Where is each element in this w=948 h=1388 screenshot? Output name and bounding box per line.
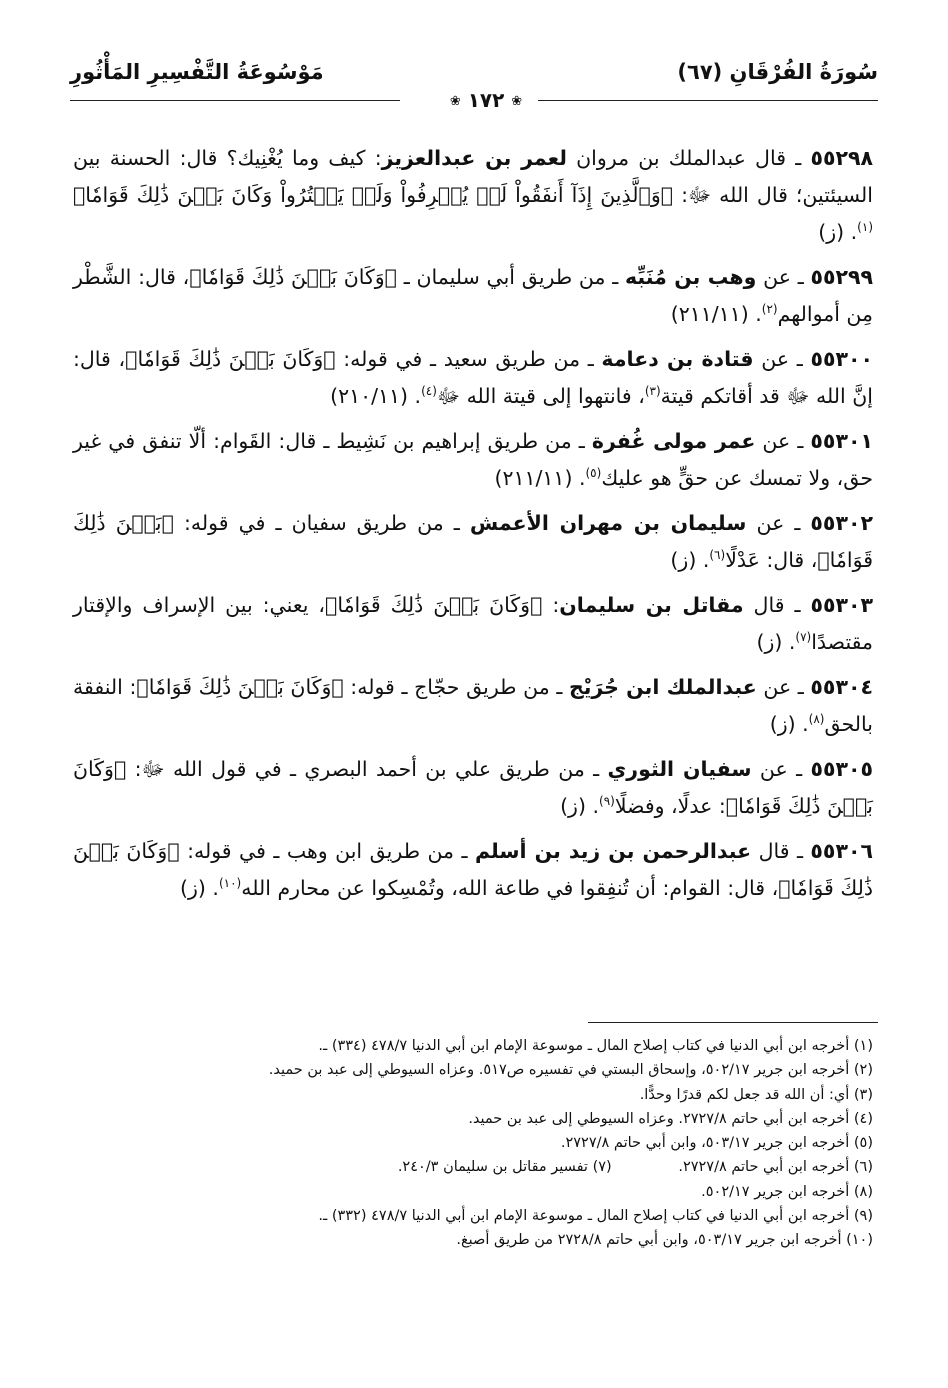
page-number: ١٧٢ <box>467 88 505 112</box>
footnote: (٢) أخرجه ابن جرير ٥٠٢/١٧، وإسحاق البستي في تفسيره ص٥١٧. وعزاه السيوطي إلى عبد بن حميد. <box>268 1062 873 1079</box>
footnote-ref: (٣) <box>644 384 661 399</box>
footnote: (١) أخرجه ابن أبي الدنيا في كتاب إصلاح المال ـ موسوعة الإمام ابن أبي الدنيا ٤٧٨/٧ (٣٣٤) ـ. <box>318 1038 873 1054</box>
footnote-ref: (٧) <box>795 630 812 645</box>
narration-text: . (ز) <box>670 548 710 572</box>
header-rule-left <box>70 100 400 101</box>
narration-number: ٥٥٣٠٦ <box>810 839 873 863</box>
narration-number: ٥٥٣٠٠ <box>810 347 873 371</box>
quran-quote: ﴿وَكَانَ بَيۡنَ ذَٰلِكَ قَوَامٗا﴾ <box>136 675 344 699</box>
narrator-name: قتادة بن دعامة <box>601 347 754 371</box>
narration-number: ٥٥٢٩٩ <box>810 265 873 289</box>
narration-text: . (٢١٠/١١) <box>330 384 422 408</box>
narration-text: ، قال: عَدْلًا <box>725 548 818 572</box>
footnote: (٥) أخرجه ابن جرير ٥٠٣/١٧، وابن أبي حاتم ٢٧٢٧/٨. <box>560 1135 873 1152</box>
quran-quote: ﴿وَكَانَ بَيۡنَ ذَٰلِكَ قَوَامٗا﴾ <box>125 347 336 371</box>
page-number-block <box>426 88 546 112</box>
narration-text: . (ز) <box>769 712 809 736</box>
narration-text: ـ عن <box>751 757 811 781</box>
narrator-name: سفيان الثوري <box>607 757 752 781</box>
narration-number: ٥٥٣٠٤ <box>810 675 873 699</box>
narration-text: ـ عن <box>746 511 811 535</box>
narration-entry <box>73 669 873 743</box>
footnotes-section <box>73 1034 873 1253</box>
quran-quote: ﴿وَكَانَ بَيۡنَ ذَٰلِكَ قَوَامٗا﴾ <box>73 757 873 818</box>
narration-number: ٥٥٣٠٥ <box>810 757 873 781</box>
narration-entry <box>73 423 873 497</box>
narration-entry <box>73 751 873 825</box>
narration-text: ، قال: الشَّطْر مِن أموالهم <box>73 265 873 326</box>
narration-text: . (ز) <box>756 630 796 654</box>
narration-number: ٥٥٣٠١ <box>810 429 873 453</box>
narration-text: ، قال: إنَّ الله ﷻ قد أقاتكم قيتة <box>73 347 873 408</box>
footnote-ref: (٢) <box>761 302 778 317</box>
narration-entry <box>73 341 873 415</box>
narration-text: ـ من طريق سفيان ـ في قوله: <box>173 511 470 535</box>
narration-text: ـ من طريق علي بن أحمد البصري ـ في قول الله ﷻ: <box>126 757 608 781</box>
footnote: (٧) تفسير مقاتل بن سليمان ٢٤٠/٣. <box>397 1159 612 1176</box>
footnote-pair <box>73 1155 873 1179</box>
narrations-list <box>73 140 873 915</box>
narration-text: . (٢١١/١١) <box>670 302 762 326</box>
narration-number: ٥٥٣٠٢ <box>810 511 873 535</box>
narration-text: . (ز) <box>818 220 858 244</box>
narration-text: ـ من طريق إبراهيم بن نَشِيط ـ قال: القَوام: ألّا تنفق في غير حق، ولا تمسك عن حقٍّ هو عليك <box>73 429 873 490</box>
footnote: (٣) أي: أن الله قد جعل لكم قدرًا وحدًّا. <box>639 1086 873 1103</box>
narration-text: ـ قال عبدالملك بن مروان <box>566 146 811 170</box>
surah-title: سُورَةُ الفُرْقَانِ (٦٧) <box>677 60 878 84</box>
narration-text: ، قال: القوام: أن تُنفِقوا في طاعة الله، وتُمْسِكوا عن محارم الله <box>241 876 779 900</box>
header-rule-right <box>538 100 878 101</box>
narrator-name: سليمان بن مهران الأعمش <box>469 511 747 535</box>
footnote-ref: (١) <box>857 220 873 235</box>
footnote-divider <box>588 1022 878 1023</box>
narration-text: : كيف وما يُغْنِيك؟ قال: الحسنة بين السيئتين؛ قال الله ﷻ: <box>73 146 873 207</box>
footnote-ref: (٨) <box>808 712 825 727</box>
narration-text: : <box>542 593 560 617</box>
footnote-ref: (١٠) <box>218 876 242 891</box>
narration-number: ٥٥٣٠٣ <box>810 593 873 617</box>
narration-text: ـ من طريق ابن وهب ـ في قوله: <box>179 839 475 863</box>
narration-entry <box>73 587 873 661</box>
narration-text: ـ من طريق حجّاج ـ قوله: <box>343 675 569 699</box>
footnote-ref: (٦) <box>709 548 726 563</box>
narration-text: . (ز) <box>180 876 219 900</box>
narrator-name: مقاتل بن سليمان <box>559 593 744 617</box>
narration-text: ، فانتهوا إلى قيتة الله ﷻ <box>436 384 645 408</box>
narration-text: . (ز) <box>560 794 599 818</box>
narration-entry <box>73 833 873 907</box>
narration-text: : عدلًا، وفضلًا <box>614 794 726 818</box>
footnote: (٤) أخرجه ابن أبي حاتم ٢٧٢٧/٨. وعزاه السيوطي إلى عبد بن حميد. <box>468 1110 873 1127</box>
footnote: (٨) أخرجه ابن جرير ٥٠٢/١٧. <box>701 1183 873 1200</box>
narration-entry <box>73 259 873 333</box>
narration-text: ـ عن <box>753 347 811 371</box>
narration-text: . (٢١١/١١) <box>494 466 586 490</box>
ornament-icon: ❀ <box>511 94 523 109</box>
ornament-icon: ❀ <box>449 94 461 109</box>
narrator-name: عمر مولى غُفرة <box>591 429 756 453</box>
narration-entry <box>73 140 873 251</box>
quran-quote: ﴿وَكَانَ بَيۡنَ ذَٰلِكَ قَوَامٗا﴾ <box>189 265 397 289</box>
narration-text: : النفقة بالحق <box>73 675 873 736</box>
narration-text: ـ من طريق أبي سليمان ـ <box>396 265 625 289</box>
quran-quote: ﴿وَكَانَ بَيۡنَ ذَٰلِكَ قَوَامٗا﴾ <box>73 839 873 900</box>
footnote: (٩) أخرجه ابن أبي الدنيا في كتاب إصلاح المال ـ موسوعة الإمام ابن أبي الدنيا ٤٧٨/٧ (٣٣٢) ـ. <box>318 1208 873 1225</box>
footnote: (١٠) أخرجه ابن جرير ٥٠٣/١٧، وابن أبي حاتم ٢٧٢٨/٨ من طريق أصبغ. <box>456 1232 873 1249</box>
narration-text: ، يعني: بين الإسراف والإقتار مقتصدًا <box>73 593 873 654</box>
narrator-name: عبدالملك ابن جُرَيْج <box>568 675 757 699</box>
quran-quote: ﴿وَكَانَ بَيۡنَ ذَٰلِكَ قَوَامٗا﴾ <box>325 593 543 617</box>
narration-text: ـ عن <box>755 429 811 453</box>
narration-entry <box>73 505 873 579</box>
quran-quote: ﴿بَيۡنَ ذَٰلِكَ قَوَامٗا﴾ <box>73 511 873 572</box>
footnote-ref: (٤) <box>421 384 437 399</box>
narrator-name: وهب بن مُنَبِّه <box>624 265 757 289</box>
narration-text: ـ قال <box>751 839 811 863</box>
narration-number: ٥٥٢٩٨ <box>810 146 873 170</box>
narration-text: ـ قال <box>743 593 811 617</box>
narration-text: ـ عن <box>756 675 811 699</box>
narrator-name: لعمر بن عبدالعزيز <box>381 146 567 170</box>
narrator-name: عبدالرحمن بن زيد بن أسلم <box>474 839 752 863</box>
quran-quote: ﴿وَٱلَّذِينَ إِذَآ أَنفَقُواْ لَمۡ يُسۡرِفُواْ وَلَمۡ يَقۡتُرُواْ وَكَانَ بَيۡنَ ذَٰلِكَ قَوَامٗا﴾ <box>73 183 674 207</box>
footnote-ref: (٥) <box>585 466 602 481</box>
page-header <box>70 60 878 110</box>
footnote-ref: (٩) <box>599 794 615 809</box>
narration-text: ـ عن <box>756 265 811 289</box>
footnote: (٦) أخرجه ابن أبي حاتم ٢٧٢٧/٨. <box>678 1159 873 1176</box>
book-title: مَوْسُوعَةُ التَّفْسِيرِ المَأْثُورِ <box>70 60 324 84</box>
narration-text: ـ من طريق سعيد ـ في قوله: <box>335 347 602 371</box>
